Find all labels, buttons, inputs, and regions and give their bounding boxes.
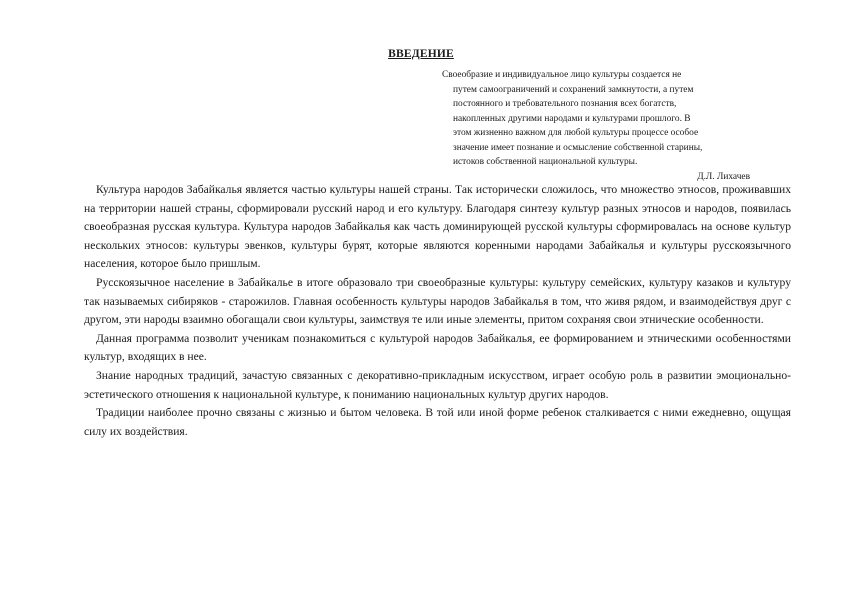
paragraph: Данная программа позволит ученикам познакомиться с культурой народов Забайкалья, ее формированием и этническими особенностями культур, входящих в нее. (84, 331, 791, 364)
page-title: ВВЕДЕНИЕ (388, 48, 454, 60)
paragraph: Знание народных традиций, зачастую связанных с декоративно-прикладным искусством, играет особую роль в развитии эмоционально-эстетического отношения к национальной культуре, к пониманию национальных культур других народов. (84, 368, 791, 401)
paragraph: Традиции наиболее прочно связаны с жизнью и бытом человека. В той или иной форме ребенок сталкивается с ними ежедневно, ощущая силу их воздействия. (84, 406, 791, 438)
paragraph: Русскоязычное население в Забайкалье в итоге образовало три своеобразные культуры: культуру семейских, культуру казаков и культуру так называемых сибиряков - старожилов. Главная особенность культуры народов Забайкалья в том, что живя рядом, и взаимодействуя друг с другом, эти народы взаимно обогащали свои культуры, заимствуя те или иные элементы, притом сохраняя свои этнические особенности. (84, 275, 791, 327)
paragraph: Культура народов Забайкалья является частью культуры нашей страны. Так исторически сложилось, что множество этносов, проживавших на территории нашей страны, сформировали русский народ и его культуру. Благодаря синтезу культур разных этносов и народов, появилась своеобразная русская культура. Культура народов Забайкалья как часть доминирующей русской культуры сформировалась на основе культур нескольких этносов: культуры эвенков, культуры бурят, которые являются коренными народами Забайкалья и культуры русскоязычного населения, которое было пришлым. (84, 183, 791, 271)
body-text (84, 181, 791, 441)
epigraph (442, 68, 782, 184)
epigraph-line: этом жизненно важном для любой культуры процессе особое (453, 128, 699, 138)
epigraph-author: Д.Л. Лихачев (697, 171, 750, 182)
epigraph-line: истоков собственной национальной культуры. (453, 157, 638, 167)
epigraph-line: значение имеет познание и осмысление собственной старины, (453, 142, 703, 153)
epigraph-line: накопленных другими народами и культурами прошлого. В (453, 113, 691, 124)
epigraph-line: постоянного и требовательного познания всех богатств, (453, 99, 677, 109)
epigraph-line: Своеобразие и индивидуальное лицо культуры создается не (442, 70, 682, 80)
epigraph-line: путем самоограничений и сохранений замкнутости, а путем (453, 84, 694, 95)
